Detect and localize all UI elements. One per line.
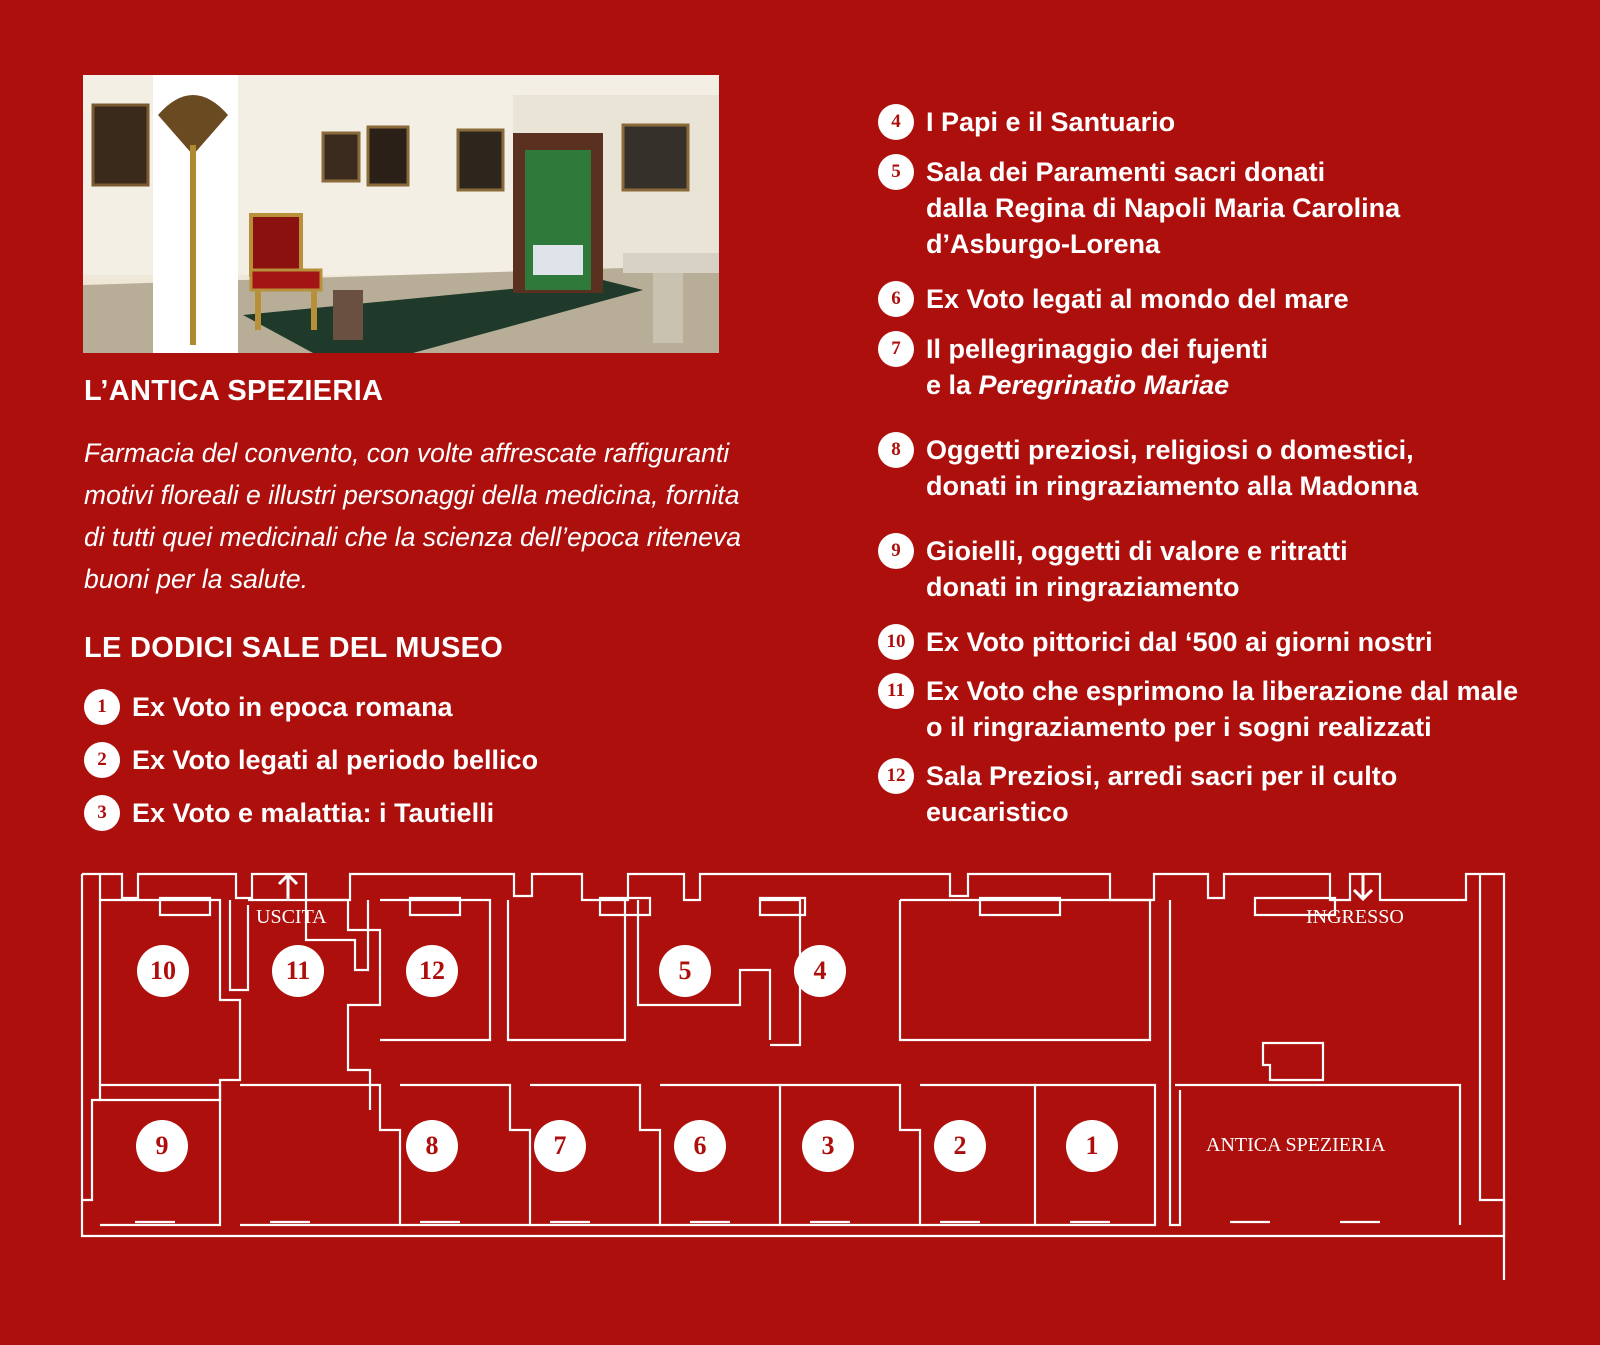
room-number-badge: 9 <box>878 533 914 569</box>
plan-marker-4: 4 <box>794 945 846 997</box>
plan-marker-1: 1 <box>1066 1120 1118 1172</box>
plan-marker-12: 12 <box>406 945 458 997</box>
room-description: Sala Preziosi, arredi sacri per il culto eucaristico <box>926 761 1398 827</box>
room-item-9 <box>878 533 1348 605</box>
room-number-badge: 10 <box>878 624 914 660</box>
museum-floor-plan <box>80 870 1520 1280</box>
spezieria-plan-label: ANTICA SPEZIERIA <box>1206 1134 1386 1156</box>
spezieria-description: Farmacia del convento, con volte affrescate raffiguranti motivi floreali e illustri personaggi della medicina, fornita di tutti quei medicinali che la scienza dell’epoca riteneva buoni per la salute. <box>84 438 741 594</box>
room-description: Ex Voto pittorici dal ‘500 ai giorni nostri <box>926 627 1433 657</box>
room-number-badge: 7 <box>878 331 914 367</box>
room-description: I Papi e il Santuario <box>926 107 1176 137</box>
room-description: Il pellegrinaggio dei fujenti e la <box>926 334 1269 400</box>
room-item-12 <box>878 758 1397 830</box>
room-item-7 <box>878 331 1268 403</box>
room-number-badge: 5 <box>878 154 914 190</box>
room-item-3 <box>84 795 494 831</box>
room-number-badge: 1 <box>84 689 120 725</box>
room-item-4 <box>878 104 1175 140</box>
room-number-badge: 3 <box>84 795 120 831</box>
room-description: Sala dei Paramenti sacri donati dalla Regina di Napoli Maria Carolina d’Asburgo-Lorena <box>926 157 1401 259</box>
room-description: Ex Voto legati al mondo del mare <box>926 284 1349 314</box>
plan-marker-3: 3 <box>802 1120 854 1172</box>
room-item-2 <box>84 742 538 778</box>
room-description: Ex Voto in epoca romana <box>132 692 453 722</box>
room-description: Ex Voto legati al periodo bellico <box>132 745 539 775</box>
entrance-label: INGRESSO <box>1306 906 1404 928</box>
plan-marker-2: 2 <box>934 1120 986 1172</box>
room-description: Ex Voto che esprimono la liberazione dal male o il ringraziamento per i sogni realizzati <box>926 676 1519 742</box>
museum-room-photo <box>83 75 719 353</box>
plan-marker-5: 5 <box>659 945 711 997</box>
room-item-8 <box>878 432 1418 504</box>
room-number-badge: 11 <box>878 673 914 709</box>
room-description: Ex Voto e malattia: i Tautielli <box>132 798 495 828</box>
room-description-italic: Peregrinatio Mariae <box>978 370 1230 400</box>
entrance-arrow-icon <box>1351 872 1375 902</box>
museum-rooms-title: LE DODICI SALE DEL MUSEO <box>84 632 504 664</box>
spezieria-title: L’ANTICA SPEZIERIA <box>84 375 384 407</box>
exit-arrow-icon <box>276 872 300 902</box>
floor-plan-outline <box>80 870 1520 1280</box>
plan-marker-10: 10 <box>137 945 189 997</box>
room-item-11 <box>878 673 1518 745</box>
room-number-badge: 12 <box>878 758 914 794</box>
plan-marker-8: 8 <box>406 1120 458 1172</box>
plan-marker-11: 11 <box>272 945 324 997</box>
room-description: Gioielli, oggetti di valore e ritratti donati in ringraziamento <box>926 536 1348 602</box>
room-number-badge: 2 <box>84 742 120 778</box>
plan-marker-7: 7 <box>534 1120 586 1172</box>
plan-marker-6: 6 <box>674 1120 726 1172</box>
plan-marker-9: 9 <box>136 1120 188 1172</box>
exit-label: USCITA <box>256 906 327 928</box>
room-item-10 <box>878 624 1433 660</box>
room-description: Oggetti preziosi, religiosi o domestici, donati in ringraziamento alla Madonna <box>926 435 1419 501</box>
room-item-1 <box>84 689 453 725</box>
room-item-6 <box>878 281 1349 317</box>
room-number-badge: 6 <box>878 281 914 317</box>
room-number-badge: 4 <box>878 104 914 140</box>
room-number-badge: 8 <box>878 432 914 468</box>
room-item-5 <box>878 154 1400 262</box>
